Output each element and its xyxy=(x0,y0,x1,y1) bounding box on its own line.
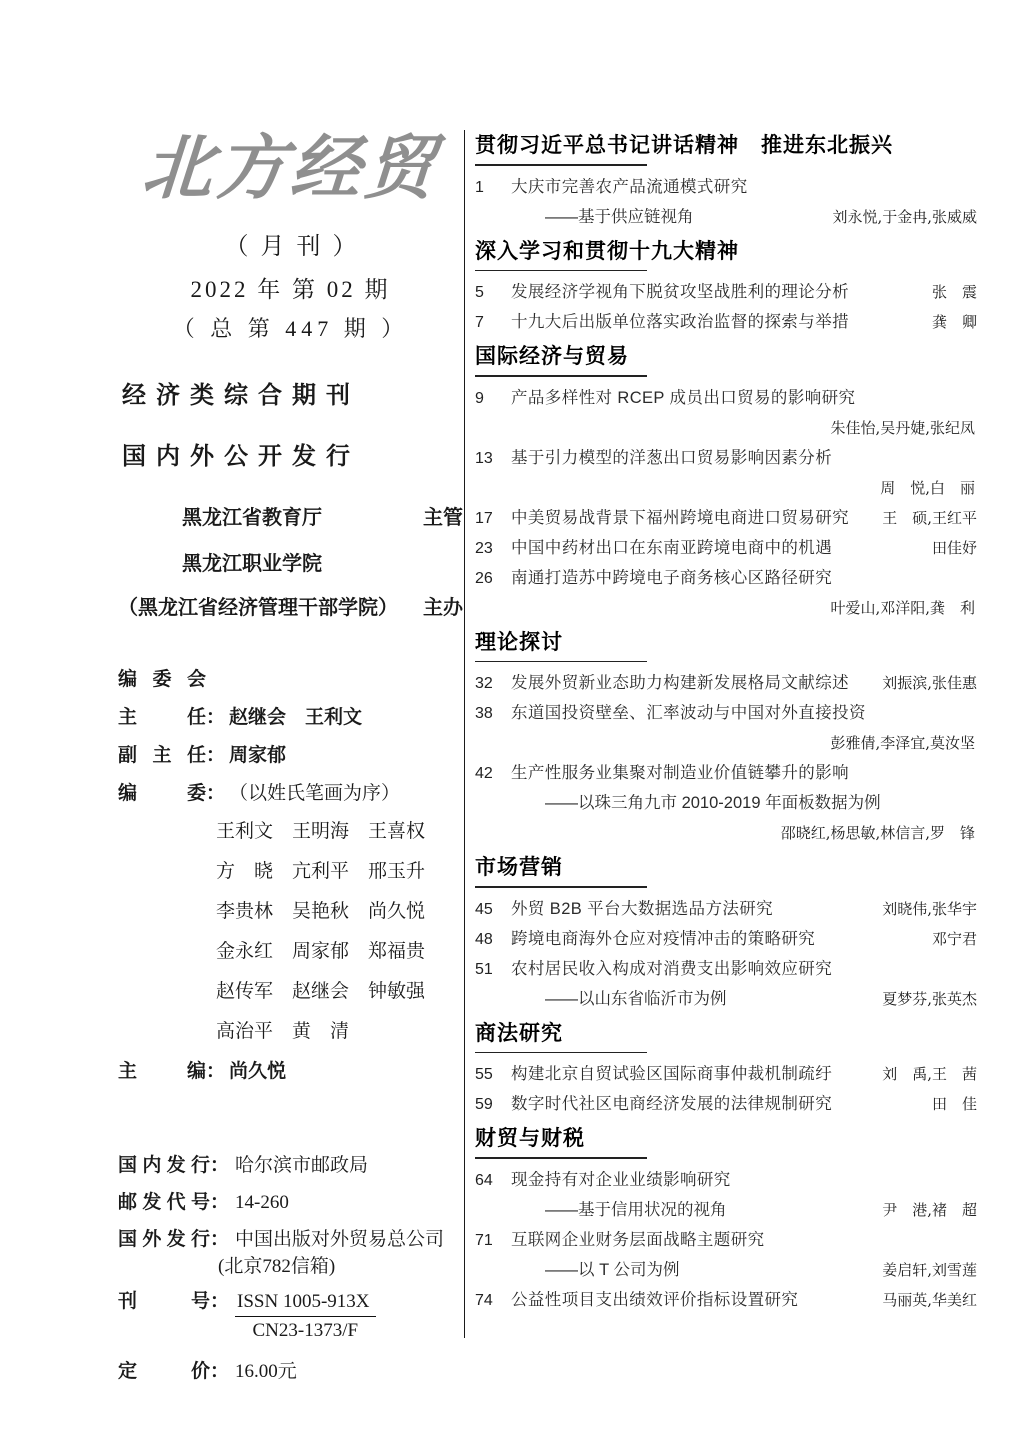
issue-number: 2022 年 第 02 期 xyxy=(190,277,391,302)
journal-category: 经济类综合期刊 xyxy=(122,382,360,409)
toc-entry-subtitle-row xyxy=(475,989,977,1010)
entry-authors: 王 硕,王红平 xyxy=(882,508,977,527)
chief-editor-row xyxy=(118,1056,463,1083)
section-heading: 财贸与财税 xyxy=(475,1127,585,1150)
entry-authors: 姜启轩,刘雪莲 xyxy=(882,1260,977,1279)
section-heading-underline xyxy=(475,1052,647,1054)
issn-label: 刊号 xyxy=(118,1291,210,1312)
entry-authors: 彭雅倩,李泽宜,莫汝坚 xyxy=(830,734,975,752)
entry-page-number: 7 xyxy=(475,314,484,331)
toc-entry xyxy=(475,1170,977,1191)
entry-authors-line xyxy=(475,418,977,439)
toc-entry-subtitle-row xyxy=(475,1200,977,1221)
deputy-director-name: 周家郁 xyxy=(229,745,287,766)
toc-entry xyxy=(475,177,977,198)
entry-page-number: 59 xyxy=(475,1096,493,1113)
section-heading-underline xyxy=(475,164,647,166)
toc-entry xyxy=(475,1094,977,1115)
entry-authors: 龚 卿 xyxy=(931,313,977,331)
entry-authors: 夏梦芬,张英杰 xyxy=(882,989,977,1008)
colon: ： xyxy=(206,745,226,766)
entry-authors: 刘振滨,张佳惠 xyxy=(882,674,977,692)
entry-authors: 邵晓红,杨思敏,林信言,罗 锋 xyxy=(780,824,975,842)
editorial-board-title-row xyxy=(118,664,463,691)
toc-entry xyxy=(475,1064,977,1085)
entry-authors: 尹 港,褚 超 xyxy=(882,1200,977,1219)
toc-entry xyxy=(475,899,977,920)
section-heading-underline xyxy=(475,375,647,377)
organizer-label: 主办 xyxy=(423,597,463,619)
entry-page-number: 64 xyxy=(475,1171,493,1189)
entry-authors: 周 悦,白 丽 xyxy=(880,478,975,497)
entry-page-number: 1 xyxy=(475,178,484,196)
issn-row xyxy=(118,1286,478,1342)
toc-entry xyxy=(475,568,977,589)
entry-page-number: 42 xyxy=(475,765,493,782)
entry-title: 公益性项目支出绩效评价指标设置研究 xyxy=(511,1290,799,1309)
entry-title: 生产性服务业集聚对制造业价值链攀升的影响 xyxy=(511,764,849,782)
entry-page-number: 17 xyxy=(475,509,493,527)
entry-page-number: 55 xyxy=(475,1066,493,1083)
entry-page-number: 74 xyxy=(475,1291,493,1309)
section-heading-underline xyxy=(475,270,647,272)
foreign-distribution-address: (北京782信箱) xyxy=(218,1256,336,1277)
toc-entry xyxy=(475,538,977,559)
committee-members-row: 金永红 周家郁 郑福贵 xyxy=(216,941,426,962)
entry-subtitle: ——以珠三角九市 2010-2019 年面板数据为例 xyxy=(545,794,881,812)
entry-title: 数字时代社区电商经济发展的法律规制研究 xyxy=(511,1095,833,1113)
toc-entry xyxy=(475,1290,977,1311)
price-value: 16.00元 xyxy=(235,1361,297,1382)
journal-frequency: （月刊） xyxy=(224,234,369,260)
toc-entry xyxy=(475,929,977,950)
entry-authors: 刘晓伟,张华宇 xyxy=(882,899,977,918)
entry-subtitle: ——以山东省临沂市为例 xyxy=(545,989,727,1008)
entry-title: 农村居民收入构成对消费支出影响效应研究 xyxy=(511,959,833,978)
entry-page-number: 71 xyxy=(475,1231,493,1249)
entry-authors: 田佳妤 xyxy=(931,538,977,557)
entry-authors-line xyxy=(475,823,977,844)
colon: ： xyxy=(210,1155,230,1176)
entry-authors: 叶爱山,邓洋阳,龚 利 xyxy=(830,598,975,617)
committee-row xyxy=(118,778,463,805)
toc-entry xyxy=(475,312,977,333)
price-row xyxy=(118,1356,478,1383)
section-heading: 国际经济与贸易 xyxy=(475,345,629,368)
entry-title: 跨境电商海外仓应对疫情冲击的策略研究 xyxy=(511,929,816,948)
postal-code-row xyxy=(118,1187,478,1214)
committee-members-row: 赵传军 赵继会 钟敏强 xyxy=(216,981,426,1002)
section-heading: 理论探讨 xyxy=(475,630,563,654)
entry-page-number: 9 xyxy=(475,389,484,407)
colon: ： xyxy=(206,783,226,804)
section-heading: 商法研究 xyxy=(475,1021,563,1045)
entry-page-number: 32 xyxy=(475,675,493,692)
toc-entry xyxy=(475,282,977,303)
entry-authors-line xyxy=(475,733,977,754)
entry-authors-line xyxy=(475,598,977,619)
entry-title: 大庆市完善农产品流通模式研究 xyxy=(511,177,748,196)
postal-code-label: 邮发代号 xyxy=(118,1192,210,1213)
entry-authors: 邓宁君 xyxy=(931,929,977,948)
supervisor-name: 黑龙江省教育厅 xyxy=(182,507,322,529)
entry-title: 十九大后出版单位落实政治监督的探索与举措 xyxy=(511,313,849,331)
entry-title: 发展外贸新业态助力构建新发展格局文献综述 xyxy=(511,674,849,692)
foreign-distribution-row xyxy=(118,1224,478,1251)
director-names: 赵继会 王利文 xyxy=(229,707,363,728)
toc-entry-subtitle-row xyxy=(475,793,977,814)
deputy-director-row xyxy=(118,740,463,767)
committee-members xyxy=(118,816,463,1043)
entry-title: 南通打造苏中跨境电子商务核心区路径研究 xyxy=(511,568,833,587)
entry-title: 基于引力模型的洋葱出口贸易影响因素分析 xyxy=(511,448,833,467)
journal-distribution: 国内外公开发行 xyxy=(122,443,360,470)
chief-editor-name: 尚久悦 xyxy=(229,1061,287,1082)
journal-info-column xyxy=(118,126,463,1094)
domestic-distribution-label: 国内发行 xyxy=(118,1155,210,1176)
cumulative-issue-number: （ 总 第 447 期 ） xyxy=(172,316,409,341)
entry-page-number: 51 xyxy=(475,960,493,978)
section-heading: 贯彻习近平总书记讲话精神 推进东北振兴 xyxy=(475,134,893,157)
organizer-name-1: 黑龙江职业学院 xyxy=(182,553,322,575)
entry-page-number: 26 xyxy=(475,569,493,587)
committee-members-row: 王利文 王明海 王喜权 xyxy=(216,821,426,842)
toc-entry xyxy=(475,388,977,409)
organizer-row-2 xyxy=(118,591,463,620)
toc-entry xyxy=(475,508,977,529)
toc-entry xyxy=(475,673,977,694)
entry-page-number: 38 xyxy=(475,705,493,722)
committee-members-row: 李贵林 吴艳秋 尚久悦 xyxy=(216,901,426,922)
entry-authors: 马丽英,华美红 xyxy=(882,1290,977,1309)
entry-title: 中国中药材出口在东南亚跨境电商中的机遇 xyxy=(511,538,833,557)
entry-page-number: 23 xyxy=(475,539,493,557)
entry-authors: 张 震 xyxy=(931,283,977,301)
committee-members-row: 方 晓 亢利平 邢玉升 xyxy=(216,861,426,882)
toc-entry-subtitle-row xyxy=(475,207,977,228)
price-label: 定价 xyxy=(118,1361,210,1382)
director-label: 主任 xyxy=(118,707,206,728)
entry-authors: 刘永悦,于金冉,张威威 xyxy=(832,207,977,226)
entry-title: 现金持有对企业业绩影响研究 xyxy=(511,1170,731,1189)
toc-entry xyxy=(475,959,977,980)
domestic-distribution-value: 哈尔滨市邮政局 xyxy=(235,1155,369,1176)
entry-title: 中美贸易战背景下福州跨境电商进口贸易研究 xyxy=(511,508,849,527)
committee-label: 编委 xyxy=(118,783,206,804)
editorial-board xyxy=(118,664,463,1083)
issn-number: ISSN 1005-913X xyxy=(235,1291,375,1317)
entry-title: 发展经济学视角下脱贫攻坚战胜利的理论分析 xyxy=(511,283,849,301)
toc-entry xyxy=(475,763,977,784)
organizer-name-2: （黑龙江省经济管理干部学院） xyxy=(118,597,398,619)
supervisor-row xyxy=(118,501,463,530)
committee-members-row: 高治平 黄 清 xyxy=(216,1021,350,1042)
entry-title: 外贸 B2B 平台大数据选品方法研究 xyxy=(511,899,774,918)
entry-authors: 朱佳怡,吴丹婕,张纪凤 xyxy=(830,418,975,437)
postal-code-value: 14-260 xyxy=(235,1192,289,1213)
toc-entry xyxy=(475,1230,977,1251)
foreign-distribution-value: 中国出版对外贸易总公司 xyxy=(235,1229,445,1250)
journal-logo: 北方经贸 xyxy=(139,126,442,209)
colon: ： xyxy=(206,707,226,728)
section-heading: 市场营销 xyxy=(475,856,563,879)
toc-entry xyxy=(475,448,977,469)
section-heading-underline xyxy=(475,886,647,888)
toc-entry xyxy=(475,703,977,724)
entry-page-number: 5 xyxy=(475,284,484,301)
entry-title: 互联网企业财务层面战略主题研究 xyxy=(511,1230,765,1249)
colon: ： xyxy=(206,1061,226,1082)
chief-editor-label: 主编 xyxy=(118,1061,206,1082)
colon: ： xyxy=(210,1361,230,1382)
entry-authors-line xyxy=(475,478,977,499)
entry-authors: 刘 禹,王 茜 xyxy=(882,1065,977,1083)
entry-subtitle: ——基于信用状况的视角 xyxy=(545,1200,727,1219)
cn-number: CN23-1373/F xyxy=(252,1320,359,1341)
entry-authors: 田 佳 xyxy=(931,1095,977,1113)
colon: ： xyxy=(210,1291,230,1312)
entry-title: 构建北京自贸试验区国际商事仲裁机制疏纡 xyxy=(511,1065,833,1083)
domestic-distribution-row xyxy=(118,1150,478,1177)
director-row xyxy=(118,702,463,729)
entry-page-number: 45 xyxy=(475,900,493,918)
entry-page-number: 48 xyxy=(475,930,493,948)
issn-cn-fraction xyxy=(229,1291,375,1342)
section-heading-underline xyxy=(475,661,647,663)
toc-entry-subtitle-row xyxy=(475,1260,977,1281)
organizer-row-1 xyxy=(118,547,463,576)
entry-title: 产品多样性对 RCEP 成员出口贸易的影响研究 xyxy=(511,388,856,407)
supervisor-label: 主管 xyxy=(423,507,463,529)
entry-title: 东道国投资壁垒、汇率波动与中国对外直接投资 xyxy=(511,704,866,722)
section-heading: 深入学习和贯彻十九大精神 xyxy=(475,239,739,263)
entry-subtitle: ——基于供应链视角 xyxy=(545,207,694,226)
publishing-info xyxy=(118,1150,478,1393)
deputy-director-label: 副主任 xyxy=(118,745,206,766)
committee-note: （以姓氏笔画为序） xyxy=(229,783,401,804)
toc xyxy=(464,130,977,1338)
colon: ： xyxy=(210,1192,230,1213)
foreign-distribution-label: 国外发行 xyxy=(118,1229,210,1250)
editorial-board-title: 编委会 xyxy=(118,669,206,690)
entry-subtitle: ——以 T 公司为例 xyxy=(545,1260,680,1279)
colon: ： xyxy=(210,1229,230,1250)
entry-page-number: 13 xyxy=(475,449,493,467)
section-heading-underline xyxy=(475,1157,647,1159)
